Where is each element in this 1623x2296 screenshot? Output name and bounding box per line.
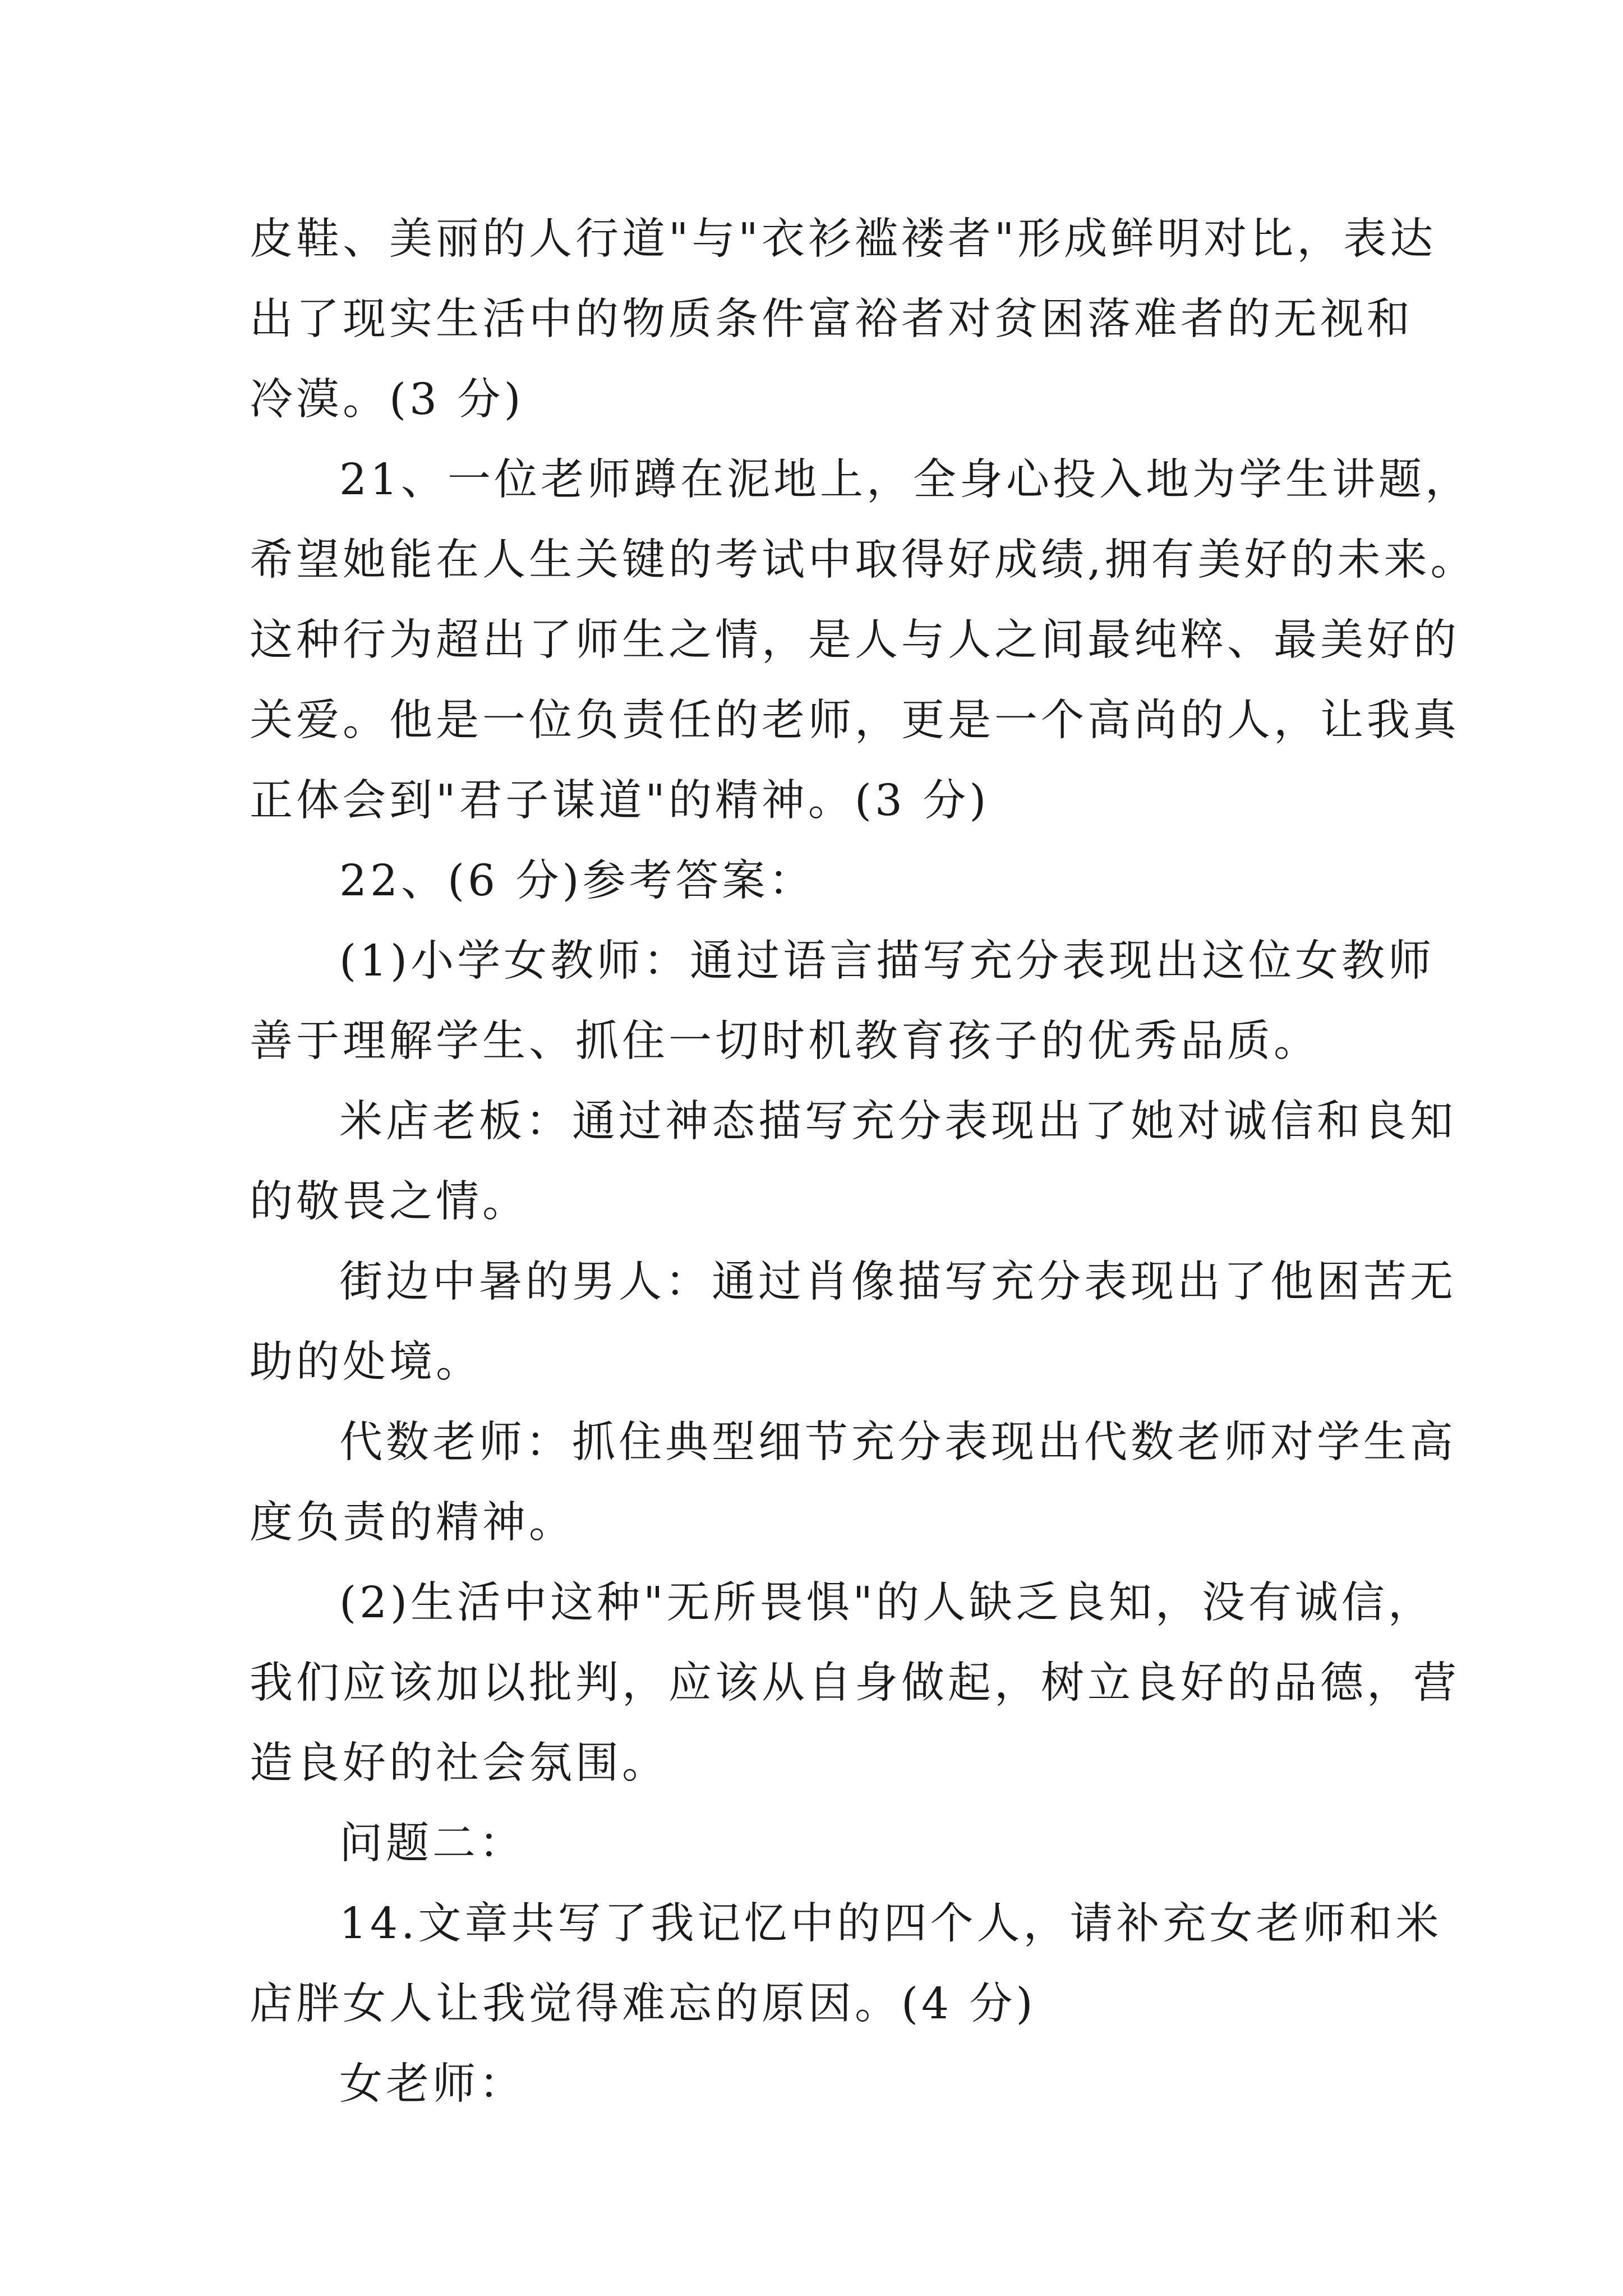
paragraph-question-two-heading xyxy=(250,1803,1394,1884)
text-line: 关爱。他是一位负责任的老师，更是一个高尚的人，让我真 xyxy=(250,696,1460,746)
paragraph-heatstroke-man xyxy=(250,1242,1456,1402)
text-line: 21、一位老师蹲在泥地上，全身心投入地为学生讲题， xyxy=(339,455,1472,505)
text-line: (2)生活中这种"无所畏惧"的人缺乏良知，没有诚信， xyxy=(339,1578,1435,1628)
text-line: 女老师： xyxy=(339,2059,525,2109)
text-line: 代数老师：抓住典型细节充分表现出代数老师对学生高 xyxy=(339,1418,1456,1467)
paragraph-answer-22-part-2 xyxy=(250,1563,1460,1803)
text-line: 问题二： xyxy=(339,1819,525,1869)
text-line: (1)小学女教师：通过语言描写充分表现出这位女教师 xyxy=(339,936,1435,986)
document-body xyxy=(250,199,1477,2124)
text-line: 出了现实生活中的物质条件富裕者对贫困落难者的无视和 xyxy=(250,295,1413,344)
paragraph-female-teacher-prompt xyxy=(250,2044,1394,2124)
text-line: 皮鞋、美丽的人行道"与"衣衫褴褛者"形成鲜明对比，表达 xyxy=(250,214,1437,264)
text-line: 的敬畏之情。 xyxy=(250,1177,529,1227)
text-line: 造良好的社会氛围。 xyxy=(250,1738,668,1788)
paragraph-question-14 xyxy=(250,1884,1442,2044)
paragraph-female-teacher xyxy=(250,921,1435,1082)
text-line: 希望她能在人生关键的考试中取得好成绩,拥有美好的未来。 xyxy=(250,535,1477,585)
text-line: 这种行为超出了师生之情，是人与人之间最纯粹、最美好的 xyxy=(250,615,1460,665)
text-line: 店胖女人让我觉得难忘的原因。(4 分) xyxy=(250,1979,1036,2029)
paragraph-answer-21 xyxy=(250,440,1477,841)
text-line: 22、(6 分)参考答案： xyxy=(339,856,815,906)
paragraph-contrast-analysis xyxy=(250,199,1437,440)
text-line: 街边中暑的男人：通过肖像描写充分表现出了他困苦无 xyxy=(339,1257,1456,1307)
text-line: 助的处境。 xyxy=(250,1337,482,1387)
paragraph-rice-shop-owner xyxy=(250,1082,1456,1242)
text-line: 米店老板：通过神态描写充分表现出了她对诚信和良知 xyxy=(339,1097,1456,1147)
paragraph-algebra-teacher xyxy=(250,1402,1456,1563)
text-line: 我们应该加以批判，应该从自身做起，树立良好的品德，营 xyxy=(250,1658,1460,1708)
paragraph-answer-22-heading xyxy=(250,841,1394,921)
text-line: 正体会到"君子谋道"的精神。(3 分) xyxy=(250,776,990,826)
text-line: 冷漠。(3 分) xyxy=(250,375,524,425)
text-line: 度负责的精神。 xyxy=(250,1498,575,1548)
text-line: 善于理解学生、抓住一切时机教育孩子的优秀品质。 xyxy=(250,1016,1320,1066)
text-line: 14.文章共写了我记忆中的四个人，请补充女老师和米 xyxy=(339,1899,1442,1949)
